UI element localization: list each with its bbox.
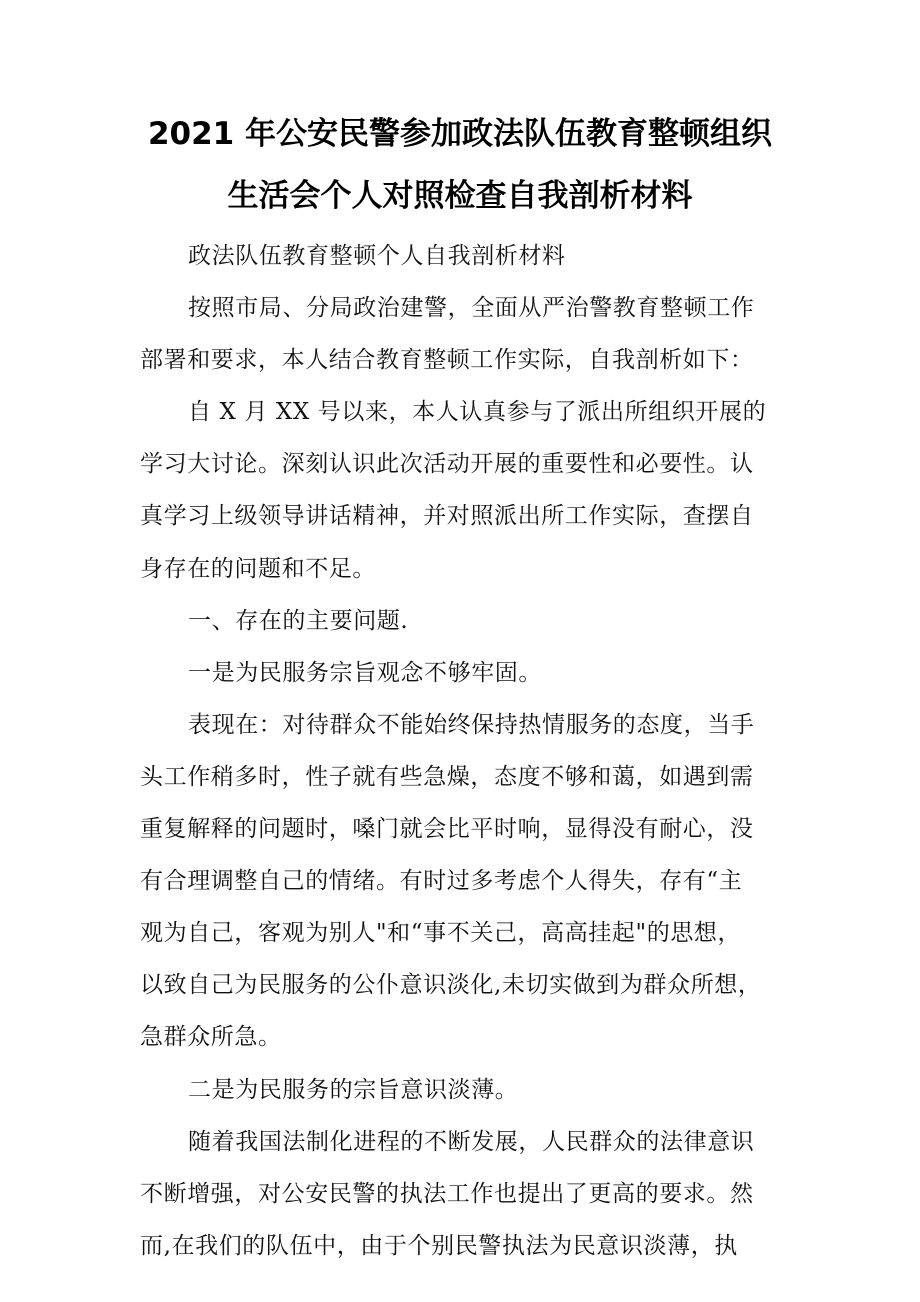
paragraph-line: 不断增强，对公安民警的执法工作也提出了更高的要求。然 (140, 1180, 754, 1207)
paragraph-line: 观为自己，客观为别人"和“事不关己，高高挂起"的思想， (140, 920, 742, 947)
paragraph-line: 真学习上级领导讲话精神，并对照派出所工作实际，查摆自 (140, 503, 754, 530)
section-heading: 一、存在的主要问题. (188, 607, 409, 634)
paragraph-line: 重复解释的问题时，嗓门就会比平时响，显得没有耐心，没 (140, 816, 754, 843)
paragraph-line: 按照市局、分局政治建警，全面从严治警教育整顿工作 (188, 295, 755, 322)
paragraph-line: 而,在我们的队伍中，由于个别民警执法为民意识淡薄，执 (140, 1232, 738, 1259)
paragraph-line: 身存在的问题和不足。 (140, 555, 376, 582)
document-title-line-2: 生活会个人对照检查自我剖析材料 (227, 178, 693, 214)
subtitle-line: 政法队伍教育整顿个人自我剖析材料 (188, 243, 566, 269)
paragraph-line: 有合理调整自己的情绪。有时过多考虑个人得失，存有“主 (140, 868, 743, 895)
paragraph-line: 头工作稍多时，性子就有些急燥，态度不够和蔼，如遇到需 (140, 763, 754, 790)
subheading-line: 二是为民服务的宗旨意识淡薄。 (188, 1076, 519, 1103)
paragraph-line: 表现在：对待群众不能始终保持热情服务的态度，当手 (188, 711, 755, 738)
document-body (140, 230, 780, 1272)
paragraph-line: 随着我国法制化进程的不断发展，人民群众的法律意识 (188, 1128, 755, 1155)
paragraph-line: 自 X 月 XX 号以来，本人认真参与了派出所组织开展的 (188, 399, 767, 426)
subheading-line: 一是为民服务宗旨观念不够牢固。 (188, 659, 542, 686)
paragraph-line: 以致自己为民服务的公仆意识淡化,未切实做到为群众所想， (140, 972, 762, 999)
paragraph-line: 学习大讨论。深刻认识此次活动开展的重要性和必要性。认 (140, 451, 754, 478)
paragraph-line: 部署和要求，本人结合教育整顿工作实际，自我剖析如下： (140, 347, 754, 374)
paragraph-line: 急群众所急。 (140, 1024, 282, 1051)
document-title-line-1: 2021 年公安民警参加政法队伍教育整顿组织 (147, 116, 773, 152)
